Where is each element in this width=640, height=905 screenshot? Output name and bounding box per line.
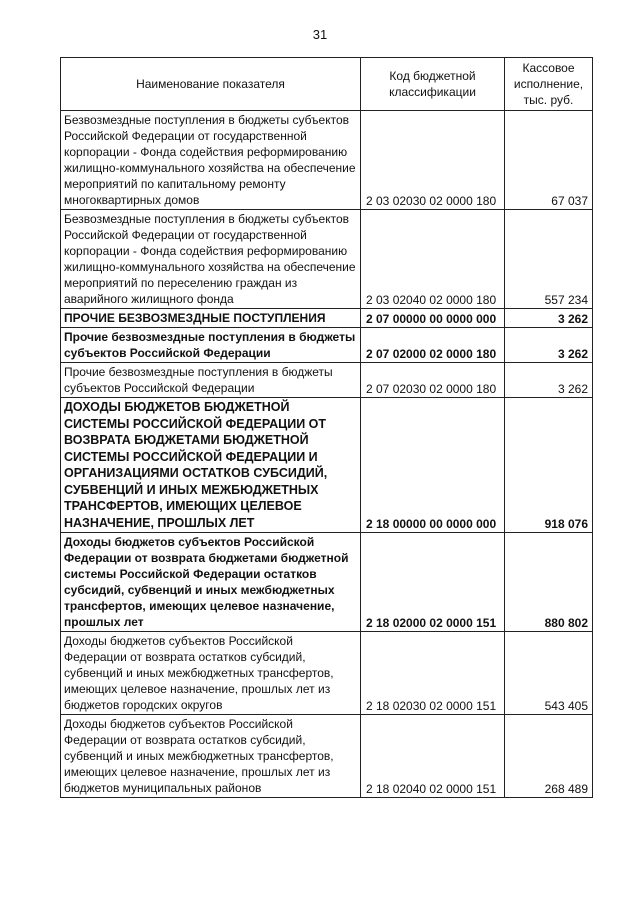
row-name: Прочие безвозмездные поступления в бюджеты субъектов Российской Федерации: [61, 328, 361, 363]
table-row: [61, 533, 593, 632]
table-row: [61, 363, 593, 398]
page-number: 31: [312, 27, 328, 42]
row-name: Доходы бюджетов субъектов Российской Федерации от возврата остатков субсидий, субвенций и иных межбюджетных трансфертов, имеющих целевое назначение, прошлых лет из бюджетов городских округов: [61, 632, 361, 715]
table-row: [61, 398, 593, 533]
row-name: Доходы бюджетов субъектов Российской Федерации от возврата остатков субсидий, субвенций и иных межбюджетных трансфертов, имеющих целевое назначение, прошлых лет из бюджетов муниципальных районов: [61, 715, 361, 798]
row-code: 2 18 02030 02 0000 151: [361, 632, 505, 715]
row-name: Безвозмездные поступления в бюджеты субъектов Российской Федерации от государственной корпорации - Фонда содействия реформированию жилищно-коммунального хозяйства на обеспечение мероприятий по переселению граждан из аварийного жилищного фонда: [61, 210, 361, 309]
table-row: [61, 309, 593, 328]
table-row: [61, 210, 593, 309]
row-amount: 543 405: [505, 632, 593, 715]
row-amount: 918 076: [505, 398, 593, 533]
table-row: [61, 328, 593, 363]
row-name: Безвозмездные поступления в бюджеты субъектов Российской Федерации от государственной корпорации - Фонда содействия реформированию жилищно-коммунального хозяйства на обеспечение мероприятий по капитальному ремонту многоквартирных домов: [61, 111, 361, 210]
budget-table: [60, 57, 593, 798]
row-name: ДОХОДЫ БЮДЖЕТОВ БЮДЖЕТНОЙ СИСТЕМЫ РОССИЙСКОЙ ФЕДЕРАЦИИ ОТ ВОЗВРАТА БЮДЖЕТАМИ БЮДЖЕТНОЙ СИСТЕМЫ РОССИЙСКОЙ ФЕДЕРАЦИИ И ОРГАНИЗАЦИЯМИ ОСТАТКОВ СУБСИДИЙ, СУБВЕНЦИЙ И ИНЫХ МЕЖБЮДЖЕТНЫХ ТРАНСФЕРТОВ, ИМЕЮЩИХ ЦЕЛЕВОЕ НАЗНАЧЕНИЕ, ПРОШЛЫХ ЛЕТ: [61, 398, 361, 533]
row-amount: 67 037: [505, 111, 593, 210]
row-code: 2 03 02030 02 0000 180: [361, 111, 505, 210]
row-amount: 880 802: [505, 533, 593, 632]
header-code: Код бюджетной классификации: [361, 58, 505, 111]
row-amount: 3 262: [505, 363, 593, 398]
row-code: 2 18 02040 02 0000 151: [361, 715, 505, 798]
header-amount: Кассовое исполнение, тыс. руб.: [505, 58, 593, 111]
table-header-row: [61, 58, 593, 111]
row-code: 2 07 02000 02 0000 180: [361, 328, 505, 363]
row-amount: 3 262: [505, 309, 593, 328]
row-name: ПРОЧИЕ БЕЗВОЗМЕЗДНЫЕ ПОСТУПЛЕНИЯ: [61, 309, 361, 328]
table-row: [61, 632, 593, 715]
row-amount: 557 234: [505, 210, 593, 309]
row-code: 2 07 02030 02 0000 180: [361, 363, 505, 398]
row-name: Доходы бюджетов субъектов Российской Федерации от возврата бюджетами бюджетной системы Российской Федерации остатков субсидий, субвенций и иных межбюджетных трансфертов, имеющих целевое назначение, прошлых лет: [61, 533, 361, 632]
row-code: 2 18 02000 02 0000 151: [361, 533, 505, 632]
row-code: 2 07 00000 00 0000 000: [361, 309, 505, 328]
row-amount: 3 262: [505, 328, 593, 363]
header-name: Наименование показателя: [61, 58, 361, 111]
table-row: [61, 715, 593, 798]
row-code: 2 18 00000 00 0000 000: [361, 398, 505, 533]
row-code: 2 03 02040 02 0000 180: [361, 210, 505, 309]
table-row: [61, 111, 593, 210]
row-amount: 268 489: [505, 715, 593, 798]
row-name: Прочие безвозмездные поступления в бюджеты субъектов Российской Федерации: [61, 363, 361, 398]
